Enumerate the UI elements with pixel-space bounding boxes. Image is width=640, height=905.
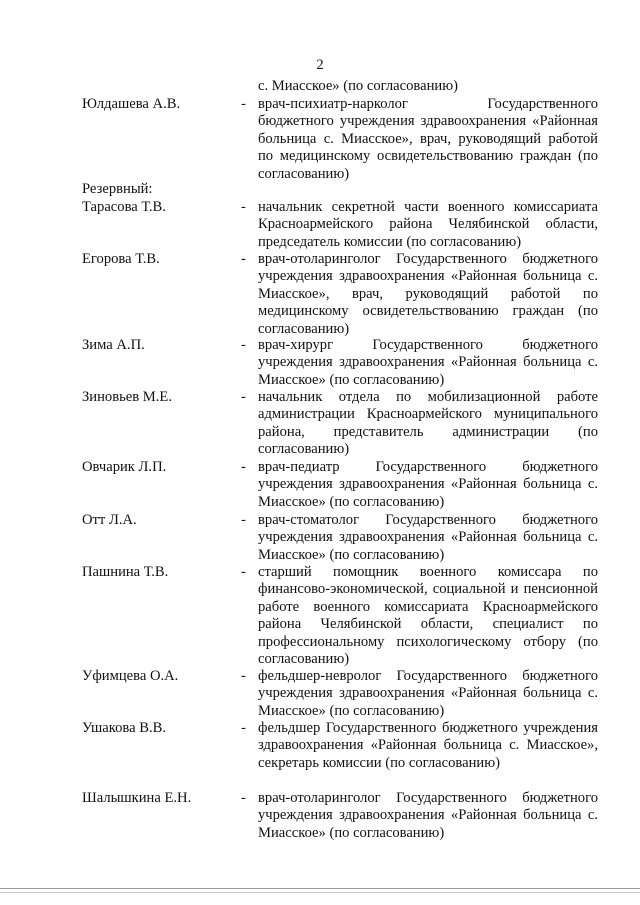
member-name: Ушакова В.В. (82, 720, 166, 736)
member-role: фельдшер Государственного бюджетного учреждения здравоохранения «Районная больница с. Миасское», секретарь комиссии (по согласованию) (258, 720, 598, 771)
member-role: врач-отоларинголог Государственного бюджетного учреждения здравоохранения «Районная больница с. Миасское», врач, руководящий работой по медицинскому освидетельствованию граждан (по согласованию) (258, 251, 598, 337)
member-name: Отт Л.А. (82, 512, 137, 528)
member-dash: - (241, 251, 246, 267)
member-name: Зиновьев М.Е. (82, 389, 172, 405)
member-dash: - (241, 199, 246, 215)
member-name: Уфимцева О.А. (82, 668, 179, 684)
member-name: Егорова Т.В. (82, 251, 160, 267)
member-dash: - (241, 389, 246, 405)
footer-rule (0, 888, 640, 889)
member-dash: - (241, 564, 246, 580)
member-role: старший помощник военного комиссара по финансово-экономической, социальной и пенсионной работе военного комиссариата Красноармейского района Челябинской области, специалист по профессиональному психологическому отбору (по согласованию) (258, 564, 598, 668)
member-name: Пашнина Т.В. (82, 564, 169, 580)
member-name: Овчарик Л.П. (82, 459, 167, 475)
member-name: Юлдашева А.В. (82, 96, 181, 112)
member-dash: - (241, 96, 246, 112)
member-dash: - (241, 668, 246, 684)
member-name: Шалышкина Е.Н. (82, 790, 192, 806)
member-name: Тарасова Т.В. (82, 199, 166, 215)
continuation-text: с. Миасское» (по согласованию) (258, 78, 458, 94)
member-role: врач-отоларинголог Государственного бюджетного учреждения здравоохранения «Районная больница с. Миасское» (по согласованию) (258, 790, 598, 841)
member-role: врач-педиатр Государственного бюджетного учреждения здравоохранения «Районная больница с. Миасское» (по согласованию) (258, 459, 598, 510)
member-role: врач-хирург Государственного бюджетного учреждения здравоохранения «Районная больница с. Миасское» (по согласованию) (258, 337, 598, 388)
page-number: 2 (316, 57, 324, 73)
footer-rule-secondary (0, 892, 640, 893)
member-role: начальник секретной части военного комиссариата Красноармейского района Челябинской области, председатель комиссии (по согласованию) (258, 199, 598, 250)
member-dash: - (241, 720, 246, 736)
member-dash: - (241, 337, 246, 353)
member-dash: - (241, 790, 246, 806)
member-role: начальник отдела по мобилизационной работе администрации Красноармейского муниципального района, представитель администрации (по согласованию) (258, 389, 598, 458)
member-role: врач-стоматолог Государственного бюджетного учреждения здравоохранения «Районная больница с. Миасское» (по согласованию) (258, 512, 598, 563)
reserve-heading: Резервный: (82, 181, 153, 197)
member-name: Зима А.П. (82, 337, 145, 353)
member-dash: - (241, 512, 246, 528)
member-role: фельдшер-невролог Государственного бюджетного учреждения здравоохранения «Районная больница с. Миасское» (по согласованию) (258, 668, 598, 719)
member-dash: - (241, 459, 246, 475)
member-role: врач-психиатр-нарколог Государственного бюджетного учреждения здравоохранения «Районная больница с. Миасское», врач, руководящий работой по медицинскому освидетельствованию граждан (по согласованию) (258, 96, 598, 182)
